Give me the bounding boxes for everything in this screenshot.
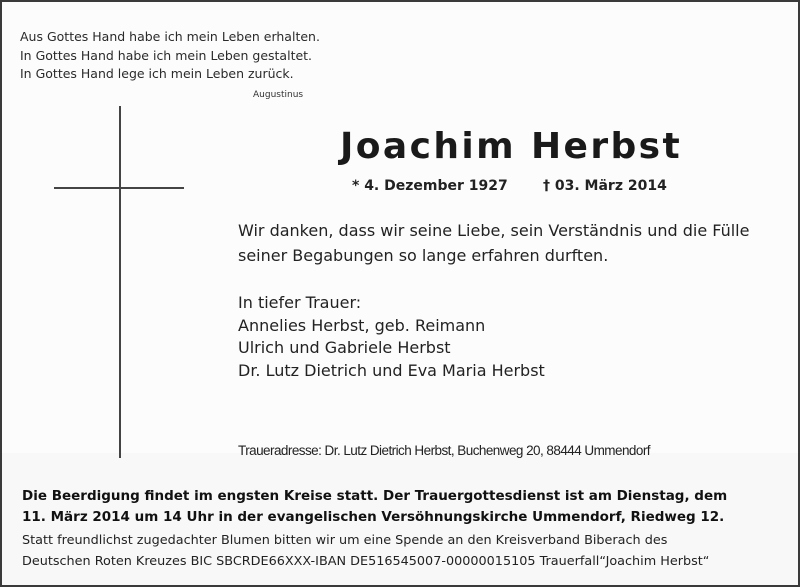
quote-line: In Gottes Hand habe ich mein Leben gestaltet. <box>20 47 313 63</box>
mourner-name: Dr. Lutz Dietrich und Eva Maria Herbst <box>238 360 545 380</box>
birth-date: * 4. Dezember 1927 <box>352 178 508 194</box>
funeral-line: Die Beerdigung findet im engsten Kreise statt. Der Trauergottesdienst ist am Dienstag, dem <box>22 488 728 504</box>
mourning-address: Traueradresse: Dr. Lutz Dietrich Herbst, Buchenweg 20, 88444 Ummendorf <box>238 443 650 458</box>
quote-line: Aus Gottes Hand habe ich mein Leben erhalten. <box>20 29 320 44</box>
funeral-line: 11. März 2014 um 14 Uhr in der evangelischen Versöhnungskirche Ummendorf, Riedweg 12. <box>22 509 725 525</box>
thanks-text <box>238 218 778 268</box>
donation-line: Statt freundlichst zugedachter Blumen bitten wir um eine Spende an den Kreisverband Biberach des <box>22 533 668 548</box>
mourners-block <box>238 292 545 382</box>
quote-block <box>20 28 320 84</box>
quote-author: Augustinus <box>253 90 304 100</box>
death-date: † 03. März 2014 <box>543 178 667 194</box>
thanks-line: Wir danken, dass wir seine Liebe, sein Verständnis und die Fülle <box>238 221 750 240</box>
cross-icon-horizontal-bar <box>54 187 184 189</box>
deceased-name: Joachim Herbst <box>340 126 683 167</box>
mourner-name: Annelies Herbst, geb. Reimann <box>238 315 486 335</box>
thanks-line: seiner Begabungen so lange erfahren durften. <box>238 246 609 265</box>
quote-line: In Gottes Hand lege ich mein Leben zurück. <box>20 66 294 81</box>
donation-line: Deutschen Roten Kreuzes BIC SBCRDE66XXX-IBAN DE516545007-00000015105 Trauerfall“Joachim Herbst“ <box>22 554 710 569</box>
funeral-info <box>22 486 727 528</box>
donation-info <box>22 530 709 572</box>
mourners-heading: In tiefer Trauer: <box>238 293 362 312</box>
cross-icon-vertical-bar <box>119 106 121 458</box>
mourner-name: Ulrich und Gabriele Herbst <box>238 338 451 357</box>
